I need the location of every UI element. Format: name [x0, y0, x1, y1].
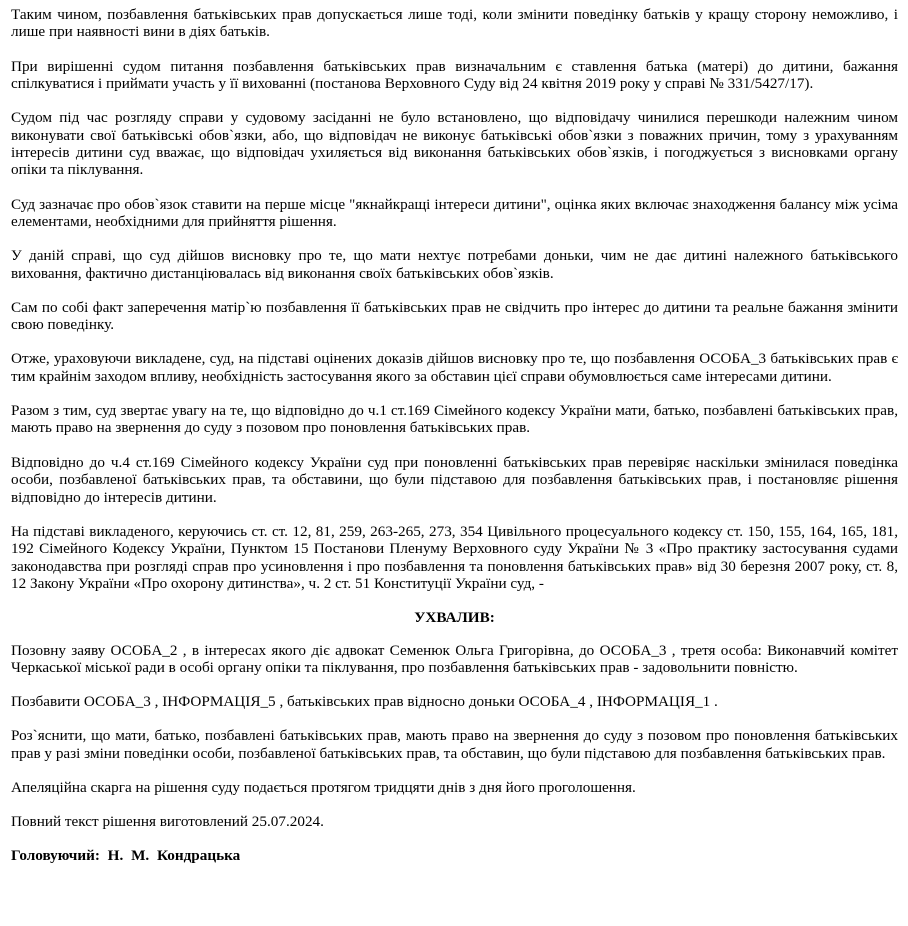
decision-heading: УХВАЛИВ:: [414, 609, 495, 627]
paragraph-explanation: Роз`яснити, що мати, батько, позбавлені батьківських прав, мають право на звернення до суду з позовом про поновлення батьківських прав у разі зміни поведінки особи, позбавленої батьківських прав, та обставин, що були підставою для позбавлення батьківських прав.: [11, 727, 898, 762]
paragraph-claim-granted: Позовну заяву ОСОБА_2 , в інтересах якого діє адвокат Семенюк Ольга Григорівна, до ОСОБА_3 , третя особа: Виконавчий комітет Черкаської міської ради в особі органу опіки та піклування, про позбавлення батьківських прав - задовольнити повністю.: [11, 641, 898, 676]
paragraph-restoration-procedure: Відповідно до ч.4 ст.169 Сімейного кодексу України суд при поновленні батьківських прав перевіряє наскільки змінилася поведінка особи, позбавленої батьківських прав, та обставини, що були підставою для позбавлення батьківських прав, і постановляє рішення відповідно до інтересів дитини.: [11, 453, 898, 506]
paragraph-restoration-right: Разом з тим, суд звертає увагу на те, що відповідно до ч.1 ст.169 Сімейного кодексу України мати, батько, позбавлені батьківських прав, мають право на звернення до суду з позовом про поновлення батьківських прав.: [11, 402, 898, 437]
paragraph-parental-rights-deprivation-conditions: Таким чином, позбавлення батьківських прав допускається лише тоді, коли змінити поведінку батьків у кращу сторону неможливо, і лише при наявності вини в діях батьків.: [11, 6, 898, 41]
presiding-judge-signature: Головуючий: Н. М. Кондрацька: [11, 847, 241, 865]
paragraph-mother-objection: Сам по собі факт заперечення матір`ю позбавлення її батьківських прав не свідчить про інтерес до дитини та реальне бажання змінити свою поведінку.: [11, 298, 898, 334]
paragraph-supreme-court-resolution: При вирішенні судом питання позбавлення батьківських прав визначальним є ставлення батька (матері) до дитини, бажання спілкуватися і приймати участь у її вихованні (постанова Верховного Суду від 24 квітня 2019 року у справі № 331/5427/17).: [11, 57, 898, 93]
document-body: [11, 6, 898, 865]
paragraph-mother-neglect: У даній справі, що суд дійшов висновку про те, що мати нехтує потребами доньки, чим не дає дитині належного батьківського виховання, фактично дистанціювалась від виконання своїх батьківських обов`язків.: [11, 247, 898, 282]
paragraph-legal-basis: На підставі викладеного, керуючись ст. ст. 12, 81, 259, 263-265, 273, 354 Цивільного процесуального кодексу ст. 150, 155, 164, 165, 181, 192 Сімейного Кодексу України, Пунктом 15 Постанови Пленуму Верховного суду України № 3 «Про практику застосування судами законодавства при розгляді справ про усиновлення і про позбавлення та поновлення батьківських прав» від 30 березня 2007 року, ст. 8, 12 Закону України «Про охорону дитинства», ч. 2 ст. 51 Конституції України суд, -: [11, 522, 898, 592]
paragraph-court-findings: Судом під час розгляду справи у судовому засіданні не було встановлено, що відповідачу чинилися перешкоди належним чином виконувати свої батьківські обов`язки, або, що відповідач не виконує батьківські обов`язки з поважних причин, тому з урахуванням інтересів дитини суд вважає, що відповідач ухиляється від виконання батьківських обов`язків, і погоджується з висновками органу опіки та піклування.: [11, 109, 898, 179]
paragraph-deprive-rights: Позбавити ОСОБА_3 , ІНФОРМАЦІЯ_5 , батьківських прав відносно доньки ОСОБА_4 , ІНФОРМАЦІЯ_1 .: [11, 693, 718, 711]
paragraph-appeal: Апеляційна скарга на рішення суду подається протягом тридцяти днів з дня його проголошення.: [11, 778, 636, 796]
paragraph-best-interests: Суд зазначає про обов`язок ставити на перше місце "якнайкращі інтереси дитини", оцінка яких включає знаходження балансу між усіма елементами, необхідними для прийняття рішення.: [11, 195, 898, 231]
paragraph-full-text-date: Повний текст рішення виготовлений 25.07.2024.: [11, 813, 324, 831]
paragraph-conclusion: Отже, ураховуючи викладене, суд, на підставі оцінених доказів дійшов висновку про те, що позбавлення ОСОБА_3 батьківських прав є тим крайнім заходом впливу, необхідність застосування якого за обставин цієї справи обумовлюється саме інтересами дитини.: [11, 350, 898, 385]
